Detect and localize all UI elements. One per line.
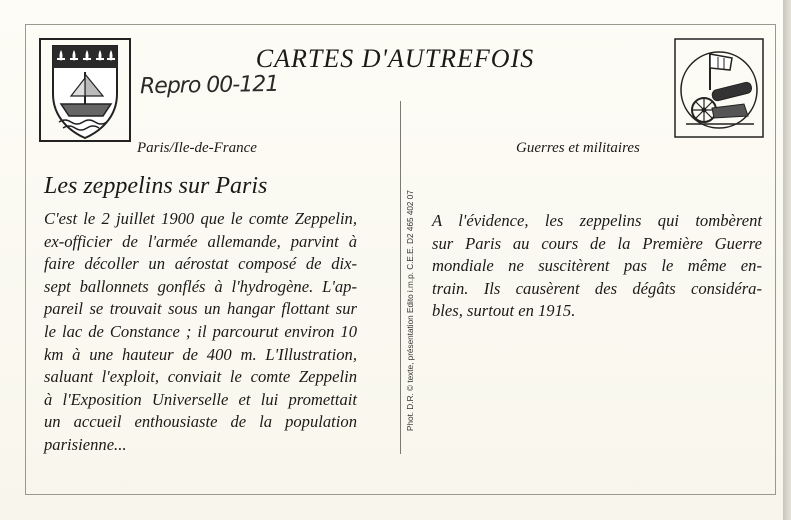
- text-line: train. Ils causèrent des dégâts considéra-: [432, 278, 762, 298]
- text-line: à l'Exposition Universelle et lui promettait: [44, 389, 357, 409]
- card-title: CARTES D'AUTREFOIS: [255, 44, 535, 73]
- text-line: saluant l'exploit, conviait le comte Zeppelin: [44, 367, 357, 387]
- photo-credit: [404, 118, 418, 433]
- right-body-text: [432, 210, 762, 323]
- right-region-label: Guerres et militaires: [516, 140, 640, 156]
- handwritten-note: Repro 00-121: [139, 71, 279, 100]
- text-line: ex-officier de l'armée allemande, parvint à: [44, 231, 357, 251]
- text-line: sur Paris au cours de la Première Guerre: [432, 233, 762, 253]
- text-line: C'est le 2 juillet 1900 que le comte Zeppelin,: [44, 209, 357, 228]
- text-line: mondiale ne suscitèrent pas le même en-: [432, 256, 762, 276]
- center-divider: [400, 101, 401, 454]
- text-line: le lac de Constance ; il parcourut environ 10: [44, 321, 357, 341]
- paris-coat-of-arms-icon: [39, 38, 131, 142]
- text-line: parisienne...: [44, 434, 127, 454]
- article-heading: Les zeppelins sur Paris: [44, 173, 268, 199]
- text-line: faire décoller un aérostat composé de dix-: [44, 254, 357, 274]
- text-line: A l'évidence, les zeppelins qui tombèrent: [432, 211, 762, 230]
- text-line: pareil se trouvait sous un hangar flottant sur: [44, 299, 357, 319]
- card-edge: [783, 0, 791, 520]
- cannon-flag-icon: [674, 38, 764, 138]
- text-line: sept ballonnets gonflés à l'hydrogène. L'ap-: [44, 276, 357, 296]
- text-line: bles, surtout en 1915.: [432, 301, 576, 321]
- left-region-label: Paris/Ile-de-France: [137, 140, 257, 156]
- text-line: km à une hauteur de 400 m. L'Illustration,: [44, 344, 357, 364]
- text-line: un accueil enthousiaste de la population: [44, 412, 357, 432]
- left-body-text: [44, 208, 357, 457]
- credit-text: Phot. D.R. © texte, présentation Edito i.m.p. C.E.E. D2 465 402 07: [406, 190, 415, 431]
